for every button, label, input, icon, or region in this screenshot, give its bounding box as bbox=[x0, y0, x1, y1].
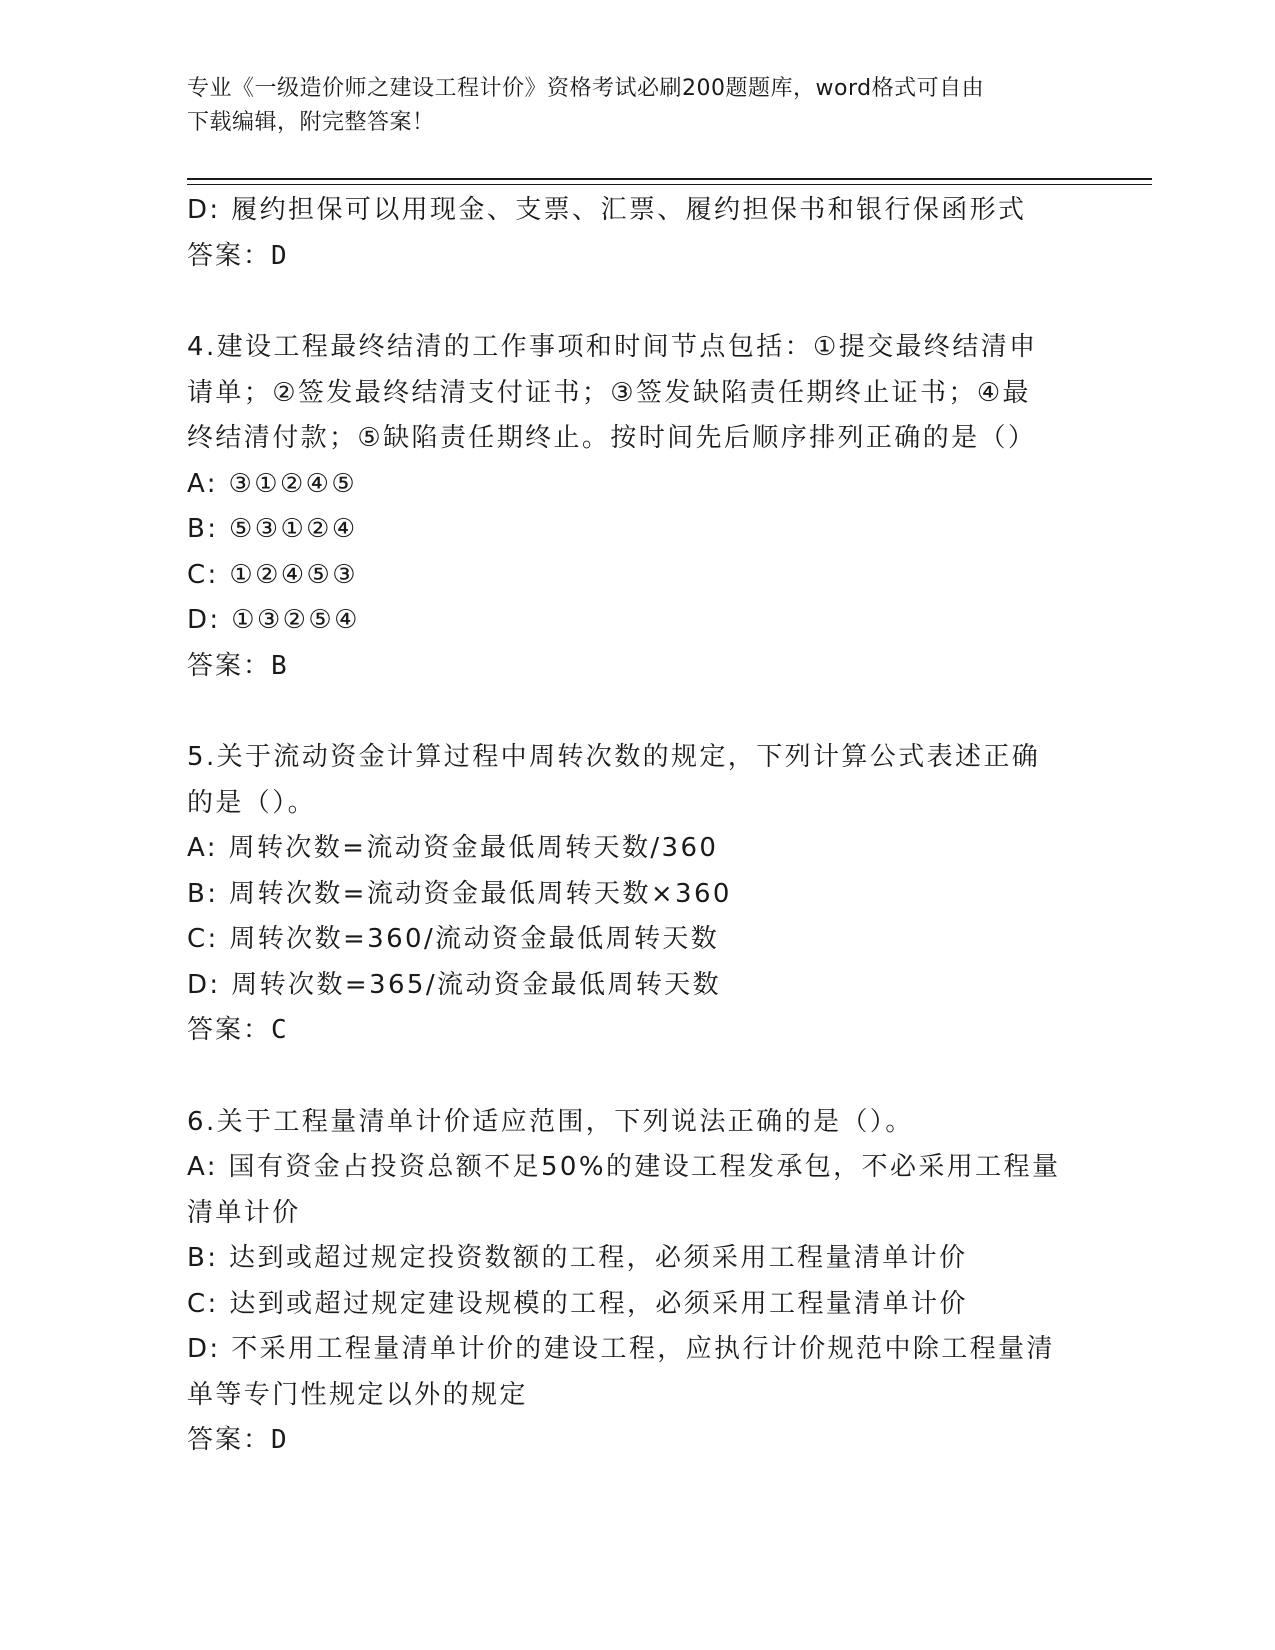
answer-value: D bbox=[271, 240, 287, 271]
question-5 bbox=[187, 735, 1087, 1054]
answer-line bbox=[187, 1008, 1087, 1054]
answer-line bbox=[187, 1418, 1087, 1464]
option-b: B: ⑤③①②④ bbox=[187, 514, 358, 544]
option-c: C: 周转次数=360/流动资金最低周转天数 bbox=[187, 924, 720, 954]
question-3-fragment bbox=[187, 188, 1087, 279]
option-d-continued: 单等专门性规定以外的规定 bbox=[187, 1379, 528, 1410]
answer-value: B bbox=[271, 650, 287, 681]
answer-value: C bbox=[271, 1015, 287, 1045]
option-a-continued: 清单计价 bbox=[187, 1197, 301, 1228]
answer-label: 答案： bbox=[187, 650, 272, 681]
option-d: D: 不采用工程量清单计价的建设工程，应执行计价规范中除工程量清 bbox=[187, 1334, 1055, 1364]
question-stem-line: 的是（）。 bbox=[187, 787, 317, 818]
question-list bbox=[187, 188, 1087, 1464]
answer-label: 答案： bbox=[187, 1015, 272, 1045]
header-line-1: 专业《一级造价师之建设工程计价》资格考试必刷200题题库，word格式可自由 bbox=[187, 76, 985, 101]
question-stem-line: 5.关于流动资金计算过程中周转次数的规定，下列计算公式表述正确 bbox=[187, 742, 1041, 772]
header-line-2: 下载编辑，附完整答案！ bbox=[187, 110, 435, 135]
option-d: D: 周转次数=365/流动资金最低周转天数 bbox=[187, 969, 722, 1000]
question-stem-line: 4.建设工程最终结清的工作事项和时间节点包括：①提交最终结清申 bbox=[187, 332, 1038, 362]
option-b: B: 达到或超过规定投资数额的工程，必须采用工程量清单计价 bbox=[187, 1243, 968, 1273]
answer-label: 答案： bbox=[187, 1425, 272, 1455]
option-d: D: ①③②⑤④ bbox=[187, 605, 360, 635]
header-divider-thin bbox=[187, 184, 1152, 185]
question-6 bbox=[187, 1100, 1087, 1464]
question-spacer bbox=[187, 279, 1087, 325]
answer-value: D bbox=[271, 1425, 287, 1455]
answer-line bbox=[187, 234, 1087, 280]
option-b: B: 周转次数=流动资金最低周转天数×360 bbox=[187, 878, 732, 909]
option-c: C: 达到或超过规定建设规模的工程，必须采用工程量清单计价 bbox=[187, 1288, 968, 1319]
option-d: D: 履约担保可以用现金、支票、汇票、履约担保书和银行保函形式 bbox=[187, 195, 1027, 225]
option-a: A: ③①②④⑤ bbox=[187, 468, 358, 499]
answer-label: 答案： bbox=[187, 240, 272, 271]
header-divider-thick bbox=[187, 178, 1152, 180]
question-stem-line: 终结清付款；⑤缺陷责任期终止。按时间先后顺序排列正确的是（） bbox=[187, 423, 1037, 453]
document-header bbox=[187, 72, 1087, 140]
question-stem-line: 6.关于工程量清单计价适应范围，下列说法正确的是（）。 bbox=[187, 1106, 914, 1137]
question-4 bbox=[187, 325, 1087, 689]
question-spacer bbox=[187, 689, 1087, 735]
question-stem-line: 请单；②签发最终结清支付证书；③签发缺陷责任期终止证书；④最 bbox=[187, 377, 1031, 408]
option-c: C: ①②④⑤③ bbox=[187, 559, 358, 590]
option-a: A: 国有资金占投资总额不足50%的建设工程发承包，不必采用工程量 bbox=[187, 1152, 1061, 1182]
question-spacer bbox=[187, 1054, 1087, 1100]
option-a: A: 周转次数=流动资金最低周转天数/360 bbox=[187, 833, 719, 863]
answer-line bbox=[187, 644, 1087, 690]
